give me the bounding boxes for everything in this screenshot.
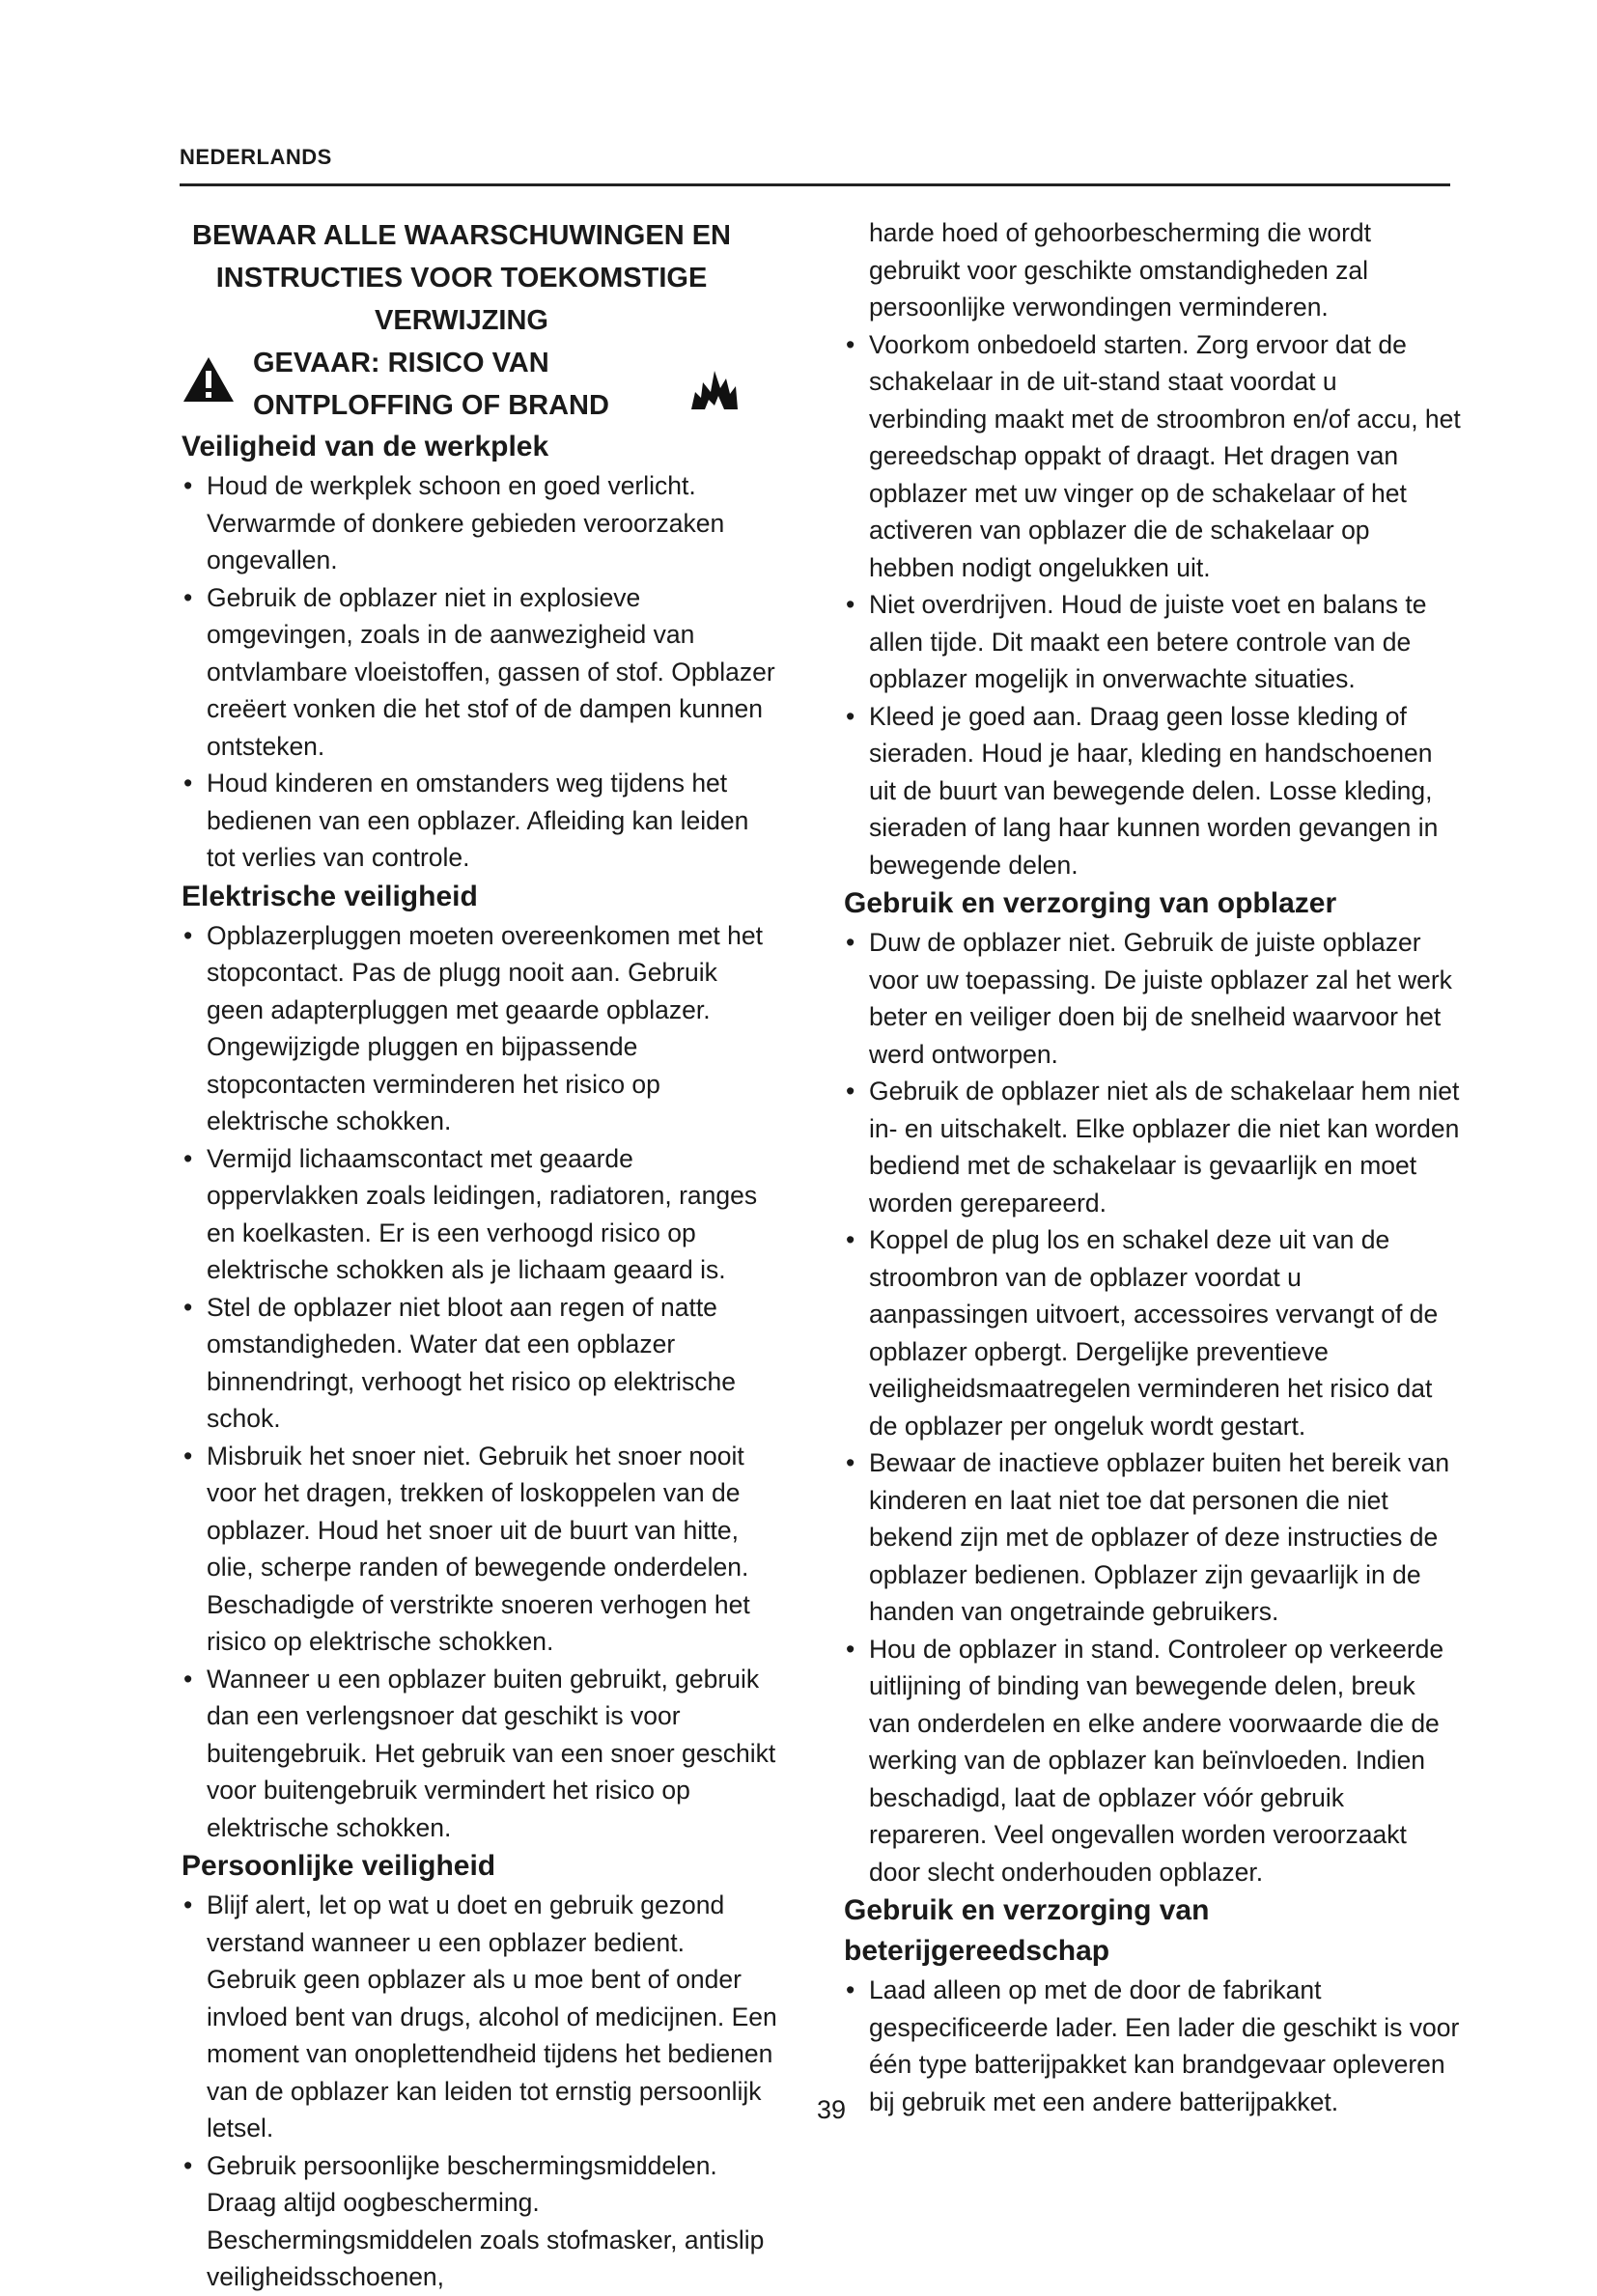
right-column: [844, 214, 1462, 2120]
danger-text: [253, 342, 609, 427]
heading-electrical-safety: Elektrische veiligheid: [182, 880, 478, 912]
warning-triangle-icon: [182, 355, 236, 404]
list-item: • Misbruik het snoer niet. Gebruik het snoer nooit voor het dragen, trekken of loskoppelen van de opblazer. Houd het snoer uit de buurt van hitte, olie, scherpe randen of bewegende onderdelen. Beschadigde of verstrikte snoeren verhogen het risico op elektrische schokken.: [182, 1438, 780, 1661]
list-item: • Wanneer u een opblazer buiten gebruikt, gebruik dan een verlengsnoer dat geschikt is voor buitengebruik. Het gebruik van een snoer geschikt voor buitengebruik vermindert het risico op elektrische schokken.: [182, 1661, 780, 1847]
list-item: • Opblazerpluggen moeten overeenkomen met het stopcontact. Pas de plugg nooit aan. Gebruik geen adapterpluggen met geaarde opblazer. Ongewijzigde pluggen en bijpassende stopcontacten verminderen het risico op elektrische schokken.: [182, 917, 780, 1140]
heading-personal-safety: Persoonlijke veiligheid: [182, 1850, 496, 1882]
list-item: • Duw de opblazer niet. Gebruik de juiste opblazer voor uw toepassing. De juiste opblazer zal het werk beter en veiliger doen bij de snelheid waarvoor het werd ontworpen.: [844, 924, 1462, 1073]
list-item: • Vermijd lichaamscontact met geaarde oppervlakken zoals leidingen, radiatoren, ranges en koelkasten. Er is een verhoogd risico op elektrische schokken als je lichaam geaard is.: [182, 1140, 780, 1289]
list-item: • Houd de werkplek schoon en goed verlicht. Verwarmde of donkere gebieden veroorzaken ongevallen.: [182, 467, 780, 579]
list-item: • Blijf alert, let op wat u doet en gebruik gezond verstand wanneer u een opblazer bedient. Gebruik geen opblazer als u moe bent of onder invloed bent van drugs, alcohol of medicijnen. Een moment van onoplettendheid tijdens het bedienen van de opblazer kan leiden tot ernstig persoonlijk letsel.: [182, 1887, 780, 2147]
heading-workplace-safety: Veiligheid van de werkplek: [182, 431, 549, 462]
list-personal-safety-continued: [844, 326, 1462, 884]
language-header: NEDERLANDS: [180, 145, 332, 169]
list-item: • Kleed je goed aan. Draag geen losse kleding of sieraden. Houd je haar, kleding en handschoenen uit de buurt van bewegende delen. Losse kleding, sieraden of lang haar kunnen worden gevangen in bewegende delen.: [844, 698, 1462, 884]
list-item: • Voorkom onbedoeld starten. Zorg ervoor dat de schakelaar in de uit-stand staat voordat u verbinding maakt met de stroombron en/of accu, het gereedschap oppakt of draagt. Het dragen van opblazer met uw vinger op de schakelaar of het activeren van opblazer die de schakelaar op hebben nodigt ongelukken uit.: [844, 326, 1462, 587]
danger-line-1: GEVAAR: RISICO VAN: [253, 348, 549, 378]
list-item: • Bewaar de inactieve opblazer buiten het bereik van kinderen en laat niet toe dat personen die niet bekend zijn met de opblazer of deze instructies de opblazer bedienen. Opblazer zijn gevaarlijk in de handen van ongetrainde gebruikers.: [844, 1444, 1462, 1631]
list-item: • Koppel de plug los en schakel deze uit van de stroombron van de opblazer voordat u aanpassingen uitvoert, accessoires vervangt of de opblazer opbergt. Dergelijke preventieve veiligheidsmaatregelen verminderen het risico dat de opblazer per ongeluk wordt gestart.: [844, 1221, 1462, 1444]
left-column: [182, 214, 780, 2296]
fire-icon: [687, 363, 742, 411]
list-item: • Gebruik persoonlijke beschermingsmiddelen. Draag altijd oogbescherming. Beschermingsmiddelen zoals stofmasker, antislip veiligheidsschoenen,: [182, 2147, 780, 2296]
danger-notice: [182, 342, 780, 427]
list-battery-tool-care: [844, 1972, 1462, 2120]
list-personal-safety: [182, 1887, 780, 2296]
header-divider: [180, 183, 1450, 186]
page-title: BEWAAR ALLE WAARSCHUWINGEN EN INSTRUCTIES VOOR TOEKOMSTIGE VERWIJZING: [192, 220, 731, 336]
heading-tool-use-care: Gebruik en verzorging van opblazer: [844, 887, 1337, 919]
list-item: • Laad alleen op met de door de fabrikant gespecificeerde lader. Een lader die geschikt is voor één type batterijpakket kan brandgevaar opleveren bij gebruik met een andere batterijpakket.: [844, 1972, 1462, 2120]
list-electrical-safety: [182, 917, 780, 1847]
heading-battery-tool-care: Gebruik en verzorging van beterijgereedschap: [844, 1894, 1210, 1967]
danger-line-2: ONTPLOFFING OF BRAND: [253, 390, 609, 421]
list-item: • Niet overdrijven. Houd de juiste voet en balans te allen tijde. Dit maakt een betere controle van de opblazer mogelijk in onverwachte situaties.: [844, 586, 1462, 698]
page-number: 39: [817, 2095, 847, 2124]
list-item: • Hou de opblazer in stand. Controleer op verkeerde uitlijning of binding van bewegende delen, breuk van onderdelen en elke andere voorwaarde die de werking van de opblazer kan beïnvloeden. Indien beschadigd, laat de opblazer vóór gebruik repareren. Veel ongevallen worden veroorzaakt door slecht onderhouden opblazer.: [844, 1631, 1462, 1891]
list-workplace-safety: [182, 467, 780, 877]
list-tool-use-care: [844, 924, 1462, 1890]
list-item: • Gebruik de opblazer niet als de schakelaar hem niet in- en uitschakelt. Elke opblazer die niet kan worden bediend met de schakelaar is gevaarlijk en moet worden gerepareerd.: [844, 1073, 1462, 1221]
list-item: • Gebruik de opblazer niet in explosieve omgevingen, zoals in de aanwezigheid van ontvlambare vloeistoffen, gassen of stof. Opblazer creëert vonken die het stof of de dampen kunnen ontsteken.: [182, 579, 780, 766]
list-item: • Houd kinderen en omstanders weg tijdens het bedienen van een opblazer. Afleiding kan leiden tot verlies van controle.: [182, 765, 780, 877]
list-item: • Stel de opblazer niet bloot aan regen of natte omstandigheden. Water dat een opblazer binnendringt, verhoogt het risico op elektrische schok.: [182, 1289, 780, 1438]
continued-text: harde hoed of gehoorbescherming die wordt gebruikt voor geschikte omstandigheden zal persoonlijke verwondingen verminderen.: [869, 218, 1372, 322]
